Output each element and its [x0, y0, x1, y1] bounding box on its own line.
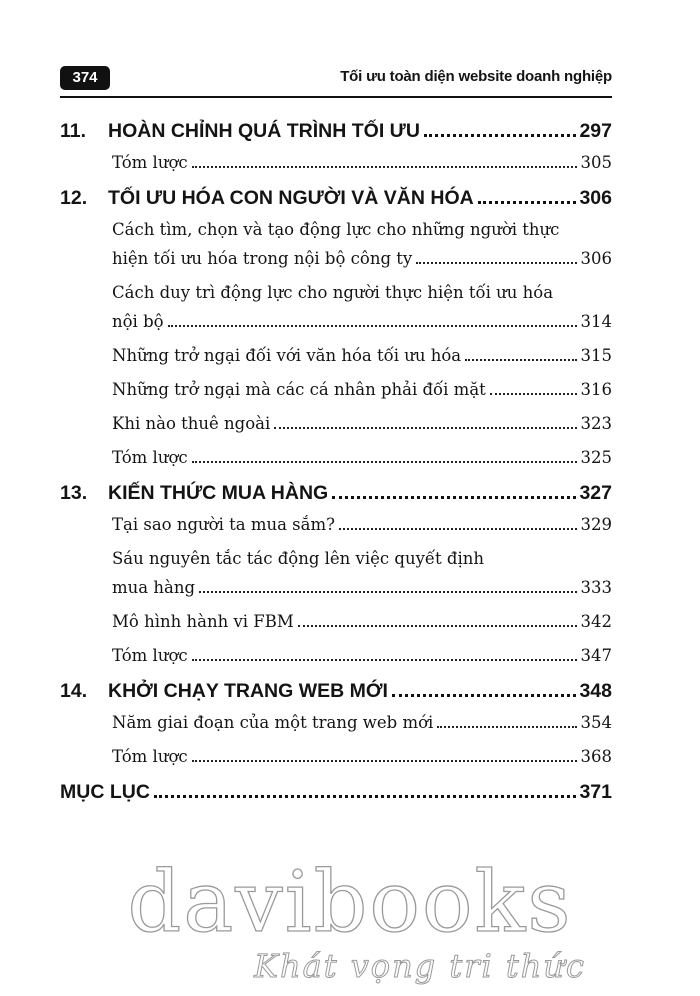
chapter-title: KHỞI CHẠY TRANG WEB MỚI [108, 680, 388, 702]
section-page: 315 [580, 346, 612, 365]
section-title-row [112, 708, 612, 737]
table-of-contents [60, 115, 612, 809]
dot-leader [192, 166, 577, 168]
dot-leader [192, 461, 577, 463]
toc-chapter-entry [60, 675, 612, 708]
dot-leader [274, 427, 576, 429]
toc-chapter-entry [60, 477, 612, 510]
section-title-line: Tóm lược [112, 153, 188, 172]
chapter-number: 13. [60, 482, 88, 504]
dot-leader [339, 528, 577, 530]
section-title-row [112, 148, 612, 177]
section-title-line: Những trở ngại mà các cá nhân phải đối mặt [112, 380, 486, 399]
section-title-line: Tóm lược [112, 448, 188, 467]
section-title-row [112, 443, 612, 472]
toc-section-entry [60, 708, 612, 737]
section-title-row [112, 510, 612, 539]
dot-leader [490, 393, 577, 395]
toc-section-entry [60, 443, 612, 472]
dot-leader [416, 262, 576, 264]
chapter-title: KIẾN THỨC MUA HÀNG [108, 482, 329, 504]
section-page: 316 [580, 380, 612, 399]
section-title-line: mua hàng [112, 578, 196, 597]
chapter-number: 11. [60, 120, 87, 142]
toc-section-entry [60, 148, 612, 177]
section-title-line: Tóm lược [112, 747, 188, 766]
chapter-number: 14. [60, 680, 88, 702]
section-title-row [112, 742, 612, 771]
section-page: 342 [580, 612, 612, 631]
toc-chapter-entry [60, 776, 612, 809]
dot-leader [437, 726, 576, 728]
section-page: 368 [580, 747, 612, 766]
chapter-title: TỐI ƯU HÓA CON NGƯỜI VÀ VĂN HÓA [108, 187, 474, 209]
section-page: 329 [580, 515, 612, 534]
dot-leader [192, 760, 577, 762]
section-title-line: Tại sao người ta mua sắm? [112, 515, 335, 534]
section-page: 354 [580, 713, 612, 732]
dot-leader [392, 694, 577, 697]
toc-section-entry [60, 510, 612, 539]
header-rule [60, 96, 612, 98]
toc-section-entry [60, 409, 612, 438]
dot-leader [298, 625, 577, 627]
section-title-row [112, 607, 612, 636]
toc-section-entry [60, 215, 612, 273]
section-page: 325 [580, 448, 612, 467]
page-number-badge: 374 [60, 66, 110, 90]
watermark-brand: davibooks [127, 853, 573, 951]
section-page: 306 [580, 249, 612, 268]
toc-section-entry [60, 375, 612, 404]
section-title-row [112, 641, 612, 670]
section-title-line: hiện tối ưu hóa trong nội bộ công ty [112, 249, 413, 268]
dot-leader [154, 795, 577, 798]
section-title-line: Tóm lược [112, 646, 188, 665]
section-title-row [112, 341, 612, 370]
section-title-row [112, 573, 612, 602]
chapter-page: 297 [579, 120, 612, 142]
dot-leader [332, 496, 576, 499]
dot-leader [465, 359, 576, 361]
toc-section-entry [60, 278, 612, 336]
chapter-title: HOÀN CHỈNH QUÁ TRÌNH TỐI ƯU [108, 120, 420, 142]
section-title-line: Sáu nguyên tắc tác động lên việc quyết định [112, 549, 485, 568]
section-page: 305 [580, 153, 612, 172]
section-title-line: Cách duy trì động lực cho người thực hiện tối ưu hóa [112, 283, 554, 302]
toc-section-entry [60, 341, 612, 370]
toc-section-entry [60, 742, 612, 771]
chapter-page: 327 [579, 482, 612, 504]
section-page: 323 [580, 414, 612, 433]
toc-section-entry [60, 641, 612, 670]
section-title-row [112, 307, 612, 336]
dot-leader [199, 591, 576, 593]
section-title-row [112, 375, 612, 404]
section-page: 347 [580, 646, 612, 665]
dot-leader [424, 134, 577, 137]
dot-leader [478, 201, 577, 204]
section-title-line: Cách tìm, chọn và tạo động lực cho những người thực [112, 220, 560, 239]
section-title-row [112, 244, 612, 273]
chapter-page: 306 [579, 187, 612, 209]
chapter-title: MỤC LỤC [60, 781, 150, 803]
chapter-page: 348 [579, 680, 612, 702]
section-title-line: Những trở ngại đối với văn hóa tối ưu hóa [112, 346, 462, 365]
section-title-line: nội bộ [112, 312, 164, 331]
dot-leader [168, 325, 577, 327]
toc-chapter-entry [60, 115, 612, 148]
chapter-number: 12. [60, 187, 88, 209]
running-title: Tối ưu toàn diện website doanh nghiệp [340, 68, 612, 85]
section-title-line: Năm giai đoạn của một trang web mới [112, 713, 434, 732]
toc-section-entry [60, 544, 612, 602]
section-page: 333 [580, 578, 612, 597]
watermark-tagline: Khát vọng tri thức [254, 947, 586, 985]
dot-leader [192, 659, 577, 661]
chapter-page: 371 [579, 781, 612, 803]
toc-chapter-entry [60, 182, 612, 215]
toc-section-entry [60, 607, 612, 636]
section-title-line: Mô hình hành vi FBM [112, 612, 294, 631]
section-title-row [112, 409, 612, 438]
section-page: 314 [580, 312, 612, 331]
section-title-line: Khi nào thuê ngoài [112, 414, 271, 433]
